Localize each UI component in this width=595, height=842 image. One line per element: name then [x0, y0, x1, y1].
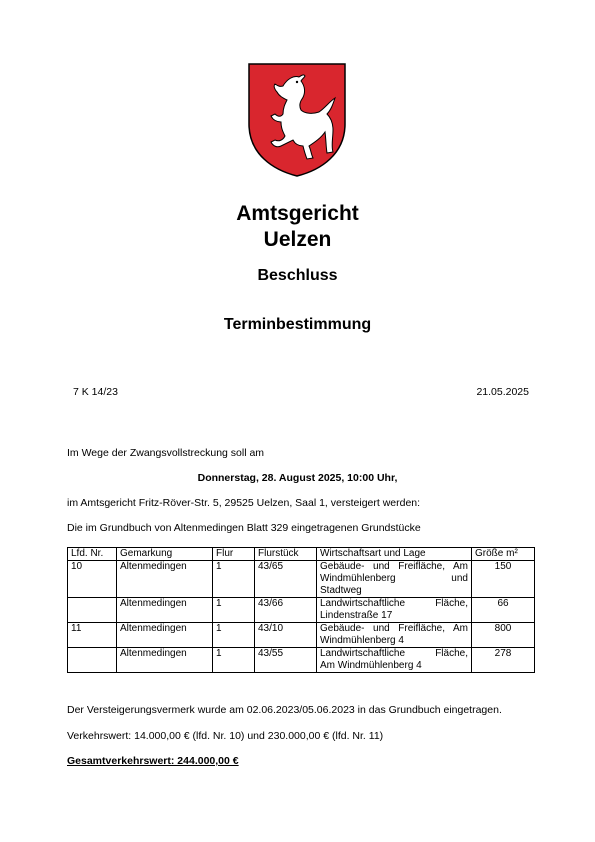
cell-lage	[317, 648, 472, 673]
court-name-line2: Uelzen	[263, 228, 332, 251]
col-header-nr: Lfd. Nr.	[68, 548, 117, 561]
court-name-line1: Amtsgericht	[236, 202, 359, 225]
col-header-gemarkung: Gemarkung	[117, 548, 213, 561]
document-date: 21.05.2025	[476, 386, 529, 398]
cell-gemarkung: Altenmedingen	[117, 598, 213, 623]
col-header-lage: Wirtschaftsart und Lage	[317, 548, 472, 561]
cell-lage-main: Gebäude- und Freifläche, Am	[320, 623, 468, 634]
cell-flurstueck: 43/65	[255, 561, 317, 598]
table-row	[68, 561, 535, 598]
total-market-value: Gesamtverkehrswert: 244.000,00 €	[67, 755, 239, 767]
cell-flurstueck: 43/55	[255, 648, 317, 673]
location-text: im Amtsgericht Fritz-Röver-Str. 5, 29525 Uelzen, Saal 1, versteigert werden:	[67, 497, 421, 509]
cell-groesse: 800	[472, 623, 535, 648]
col-header-flurstueck: Flurstück	[255, 548, 317, 561]
cell-flur: 1	[213, 623, 255, 648]
cell-flur: 1	[213, 561, 255, 598]
cell-lage	[317, 623, 472, 648]
cell-lage	[317, 561, 472, 598]
cell-nr: 10	[68, 561, 117, 598]
cell-groesse: 66	[472, 598, 535, 623]
cell-lage-main: Landwirtschaftliche Fläche,	[320, 648, 468, 659]
document-title: Beschluss	[257, 267, 338, 284]
cell-flurstueck: 43/66	[255, 598, 317, 623]
table-row	[68, 598, 535, 623]
cell-nr: 11	[68, 623, 117, 648]
table-row	[68, 623, 535, 648]
cell-lage-last: Lindenstraße 17	[320, 610, 393, 621]
cell-gemarkung: Altenmedingen	[117, 623, 213, 648]
cell-flurstueck: 43/10	[255, 623, 317, 648]
cell-lage	[317, 598, 472, 623]
cell-nr	[68, 598, 117, 623]
cell-lage-last: Am Windmühlenberg 4	[320, 660, 422, 671]
market-value: Verkehrswert: 14.000,00 € (lfd. Nr. 10) und 230.000,00 € (lfd. Nr. 11)	[67, 730, 384, 742]
plots-table	[67, 547, 535, 673]
cell-groesse: 150	[472, 561, 535, 598]
intro-text: Im Wege der Zwangsvollstreckung soll am	[67, 447, 265, 459]
cell-gemarkung: Altenmedingen	[117, 561, 213, 598]
table-header-row	[68, 548, 535, 561]
cell-lage-last: Stadtweg	[320, 585, 362, 596]
appointment-date: Donnerstag, 28. August 2025, 10:00 Uhr,	[197, 472, 398, 484]
cell-gemarkung: Altenmedingen	[117, 648, 213, 673]
cell-flur: 1	[213, 648, 255, 673]
cell-nr	[68, 648, 117, 673]
cell-lage-main: Gebäude- und Freifläche, Am Windmühlenberg und	[320, 561, 468, 584]
plots-intro: Die im Grundbuch von Altenmedingen Blatt 329 eingetragenen Grundstücke	[67, 522, 421, 534]
col-header-groesse: Größe m²	[472, 548, 535, 561]
cell-lage-last: Windmühlenberg 4	[320, 635, 404, 646]
cell-lage-main: Landwirtschaftliche Fläche,	[320, 598, 468, 609]
col-header-flur: Flur	[213, 548, 255, 561]
cell-flur: 1	[213, 598, 255, 623]
document-subtitle: Terminbestimmung	[223, 316, 372, 333]
lower-saxony-horse-crest-icon	[247, 62, 347, 178]
table-row	[68, 648, 535, 673]
registration-note: Der Versteigerungsvermerk wurde am 02.06.2023/05.06.2023 in das Grundbuch eingetragen.	[67, 704, 502, 716]
case-number: 7 K 14/23	[73, 386, 118, 398]
cell-groesse: 278	[472, 648, 535, 673]
